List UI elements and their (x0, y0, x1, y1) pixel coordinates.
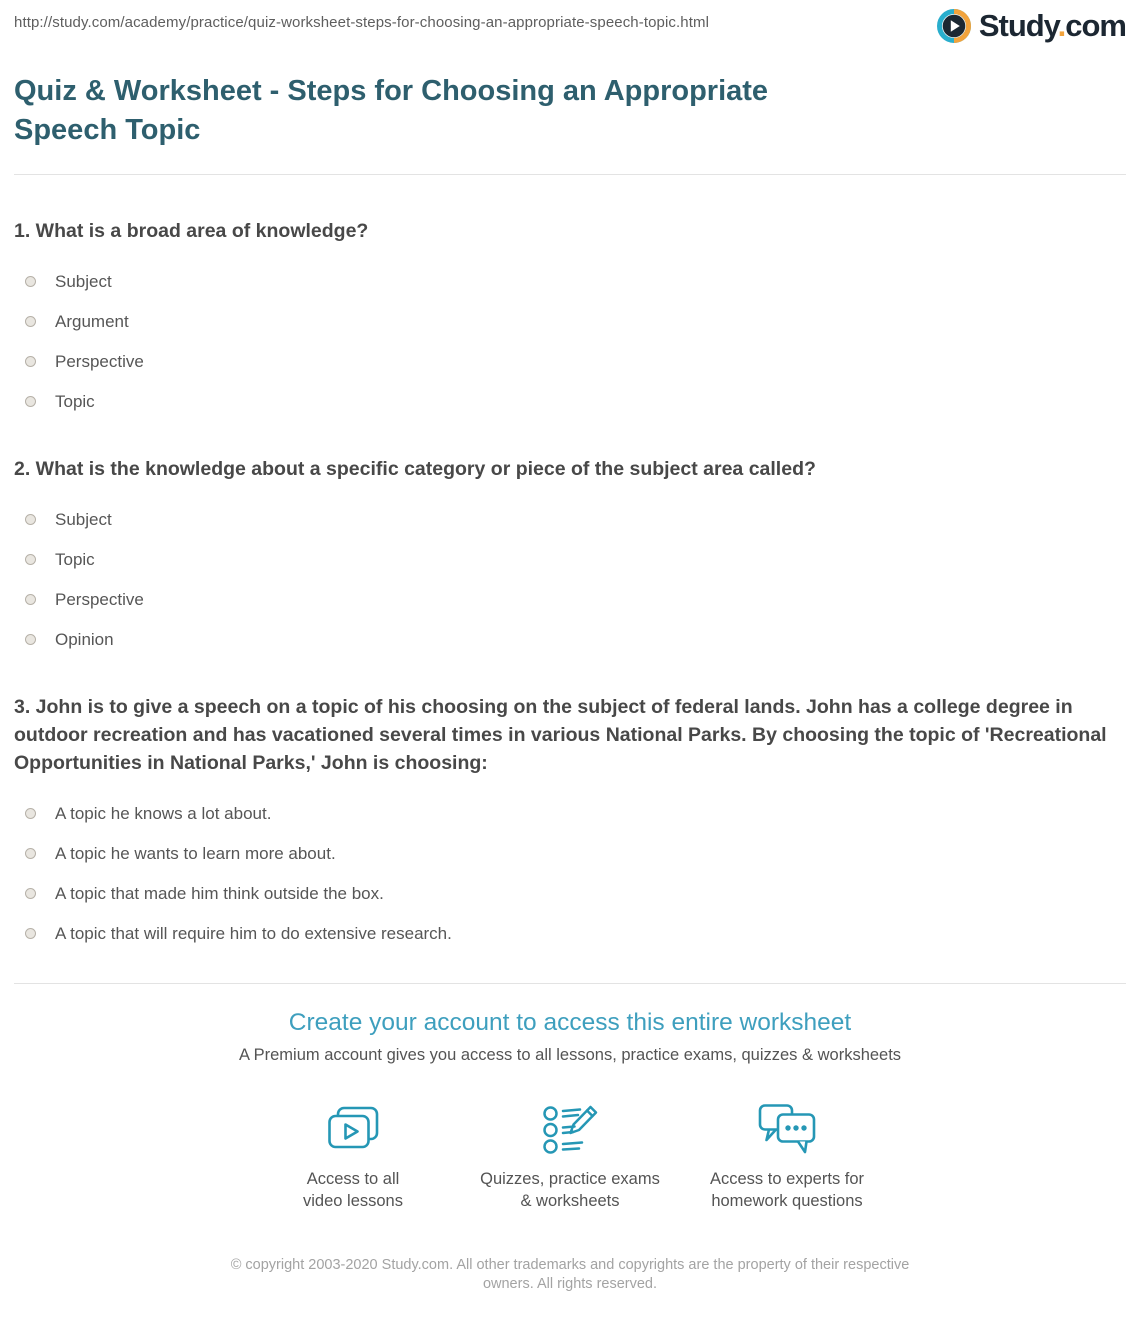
radio-button[interactable] (25, 554, 36, 565)
radio-button[interactable] (25, 356, 36, 367)
radio-button[interactable] (25, 888, 36, 899)
answer-option[interactable] (25, 270, 1126, 293)
feature-quizzes-worksheets (462, 1101, 679, 1212)
answer-option[interactable] (25, 922, 1126, 945)
answer-option[interactable] (25, 628, 1126, 651)
features-row (14, 1101, 1126, 1212)
title-divider (14, 174, 1126, 175)
play-circle-icon (936, 8, 972, 44)
radio-button[interactable] (25, 316, 36, 327)
logo-wordmark: Study.com (978, 8, 1126, 43)
feature-label: Access to experts for homework questions (709, 1170, 865, 1210)
feature-homework-experts (679, 1101, 896, 1212)
option-label: Opinion (55, 630, 114, 649)
feature-label: Access to all video lessons (303, 1170, 403, 1210)
radio-button[interactable] (25, 514, 36, 525)
page-title: Quiz & Worksheet - Steps for Choosing an Appropriate Speech Topic (14, 75, 769, 146)
chat-experts-icon (679, 1101, 896, 1155)
radio-button[interactable] (25, 594, 36, 605)
create-account-link[interactable]: Create your account to access this entire worksheet (288, 1009, 852, 1036)
radio-button[interactable] (25, 808, 36, 819)
option-label: Topic (55, 550, 95, 569)
studycom-logo[interactable] (936, 8, 1126, 44)
option-label: Perspective (55, 590, 144, 609)
radio-button[interactable] (25, 634, 36, 645)
worksheet-main (0, 72, 1140, 1324)
quizzes-worksheets-icon (462, 1101, 679, 1155)
cta-subheading: A Premium account gives you access to all lessons, practice exams, quizzes & worksheets (238, 1046, 902, 1064)
cta-section (14, 984, 1126, 1324)
question-1 (14, 217, 1126, 413)
feature-video-lessons (245, 1101, 462, 1212)
answer-option[interactable] (25, 842, 1126, 865)
answer-option[interactable] (25, 548, 1126, 571)
question-prompt: 3. John is to give a speech on a topic of his choosing on the subject of federal lands. John has a college degree in outdoor recreation and has vacationed several times in various National Parks. By choosing the topic of 'Recreational Opportunities in National Parks,' John is choosing: (14, 696, 1107, 774)
page-url: http://study.com/academy/practice/quiz-worksheet-steps-for-choosing-an-appropriate-speech-topic.html (14, 14, 710, 31)
option-label: Topic (55, 392, 95, 411)
question-3 (14, 693, 1126, 945)
copyright-notice: © copyright 2003-2020 Study.com. All other trademarks and copyrights are the property of their respective owners. All rights reserved. (230, 1257, 910, 1292)
radio-button[interactable] (25, 396, 36, 407)
answer-option[interactable] (25, 350, 1126, 373)
video-lessons-icon (245, 1101, 462, 1155)
option-label: Subject (55, 510, 112, 529)
question-prompt: 1. What is a broad area of knowledge? (14, 220, 369, 242)
option-label: A topic he wants to learn more about. (55, 844, 336, 863)
question-2 (14, 455, 1126, 651)
option-label: Perspective (55, 352, 144, 371)
answer-option[interactable] (25, 310, 1126, 333)
option-label: A topic that will require him to do extensive research. (55, 924, 452, 943)
question-prompt: 2. What is the knowledge about a specific category or piece of the subject area called? (14, 458, 816, 480)
option-label: A topic that made him think outside the box. (55, 884, 384, 903)
option-label: A topic he knows a lot about. (55, 804, 272, 823)
radio-button[interactable] (25, 928, 36, 939)
answer-option[interactable] (25, 588, 1126, 611)
answer-option[interactable] (25, 390, 1126, 413)
radio-button[interactable] (25, 276, 36, 287)
feature-label: Quizzes, practice exams & worksheets (480, 1170, 660, 1210)
page-header (0, 0, 1140, 58)
answer-option[interactable] (25, 882, 1126, 905)
option-label: Subject (55, 272, 112, 291)
answer-option[interactable] (25, 508, 1126, 531)
answer-option[interactable] (25, 802, 1126, 825)
option-label: Argument (55, 312, 129, 331)
radio-button[interactable] (25, 848, 36, 859)
